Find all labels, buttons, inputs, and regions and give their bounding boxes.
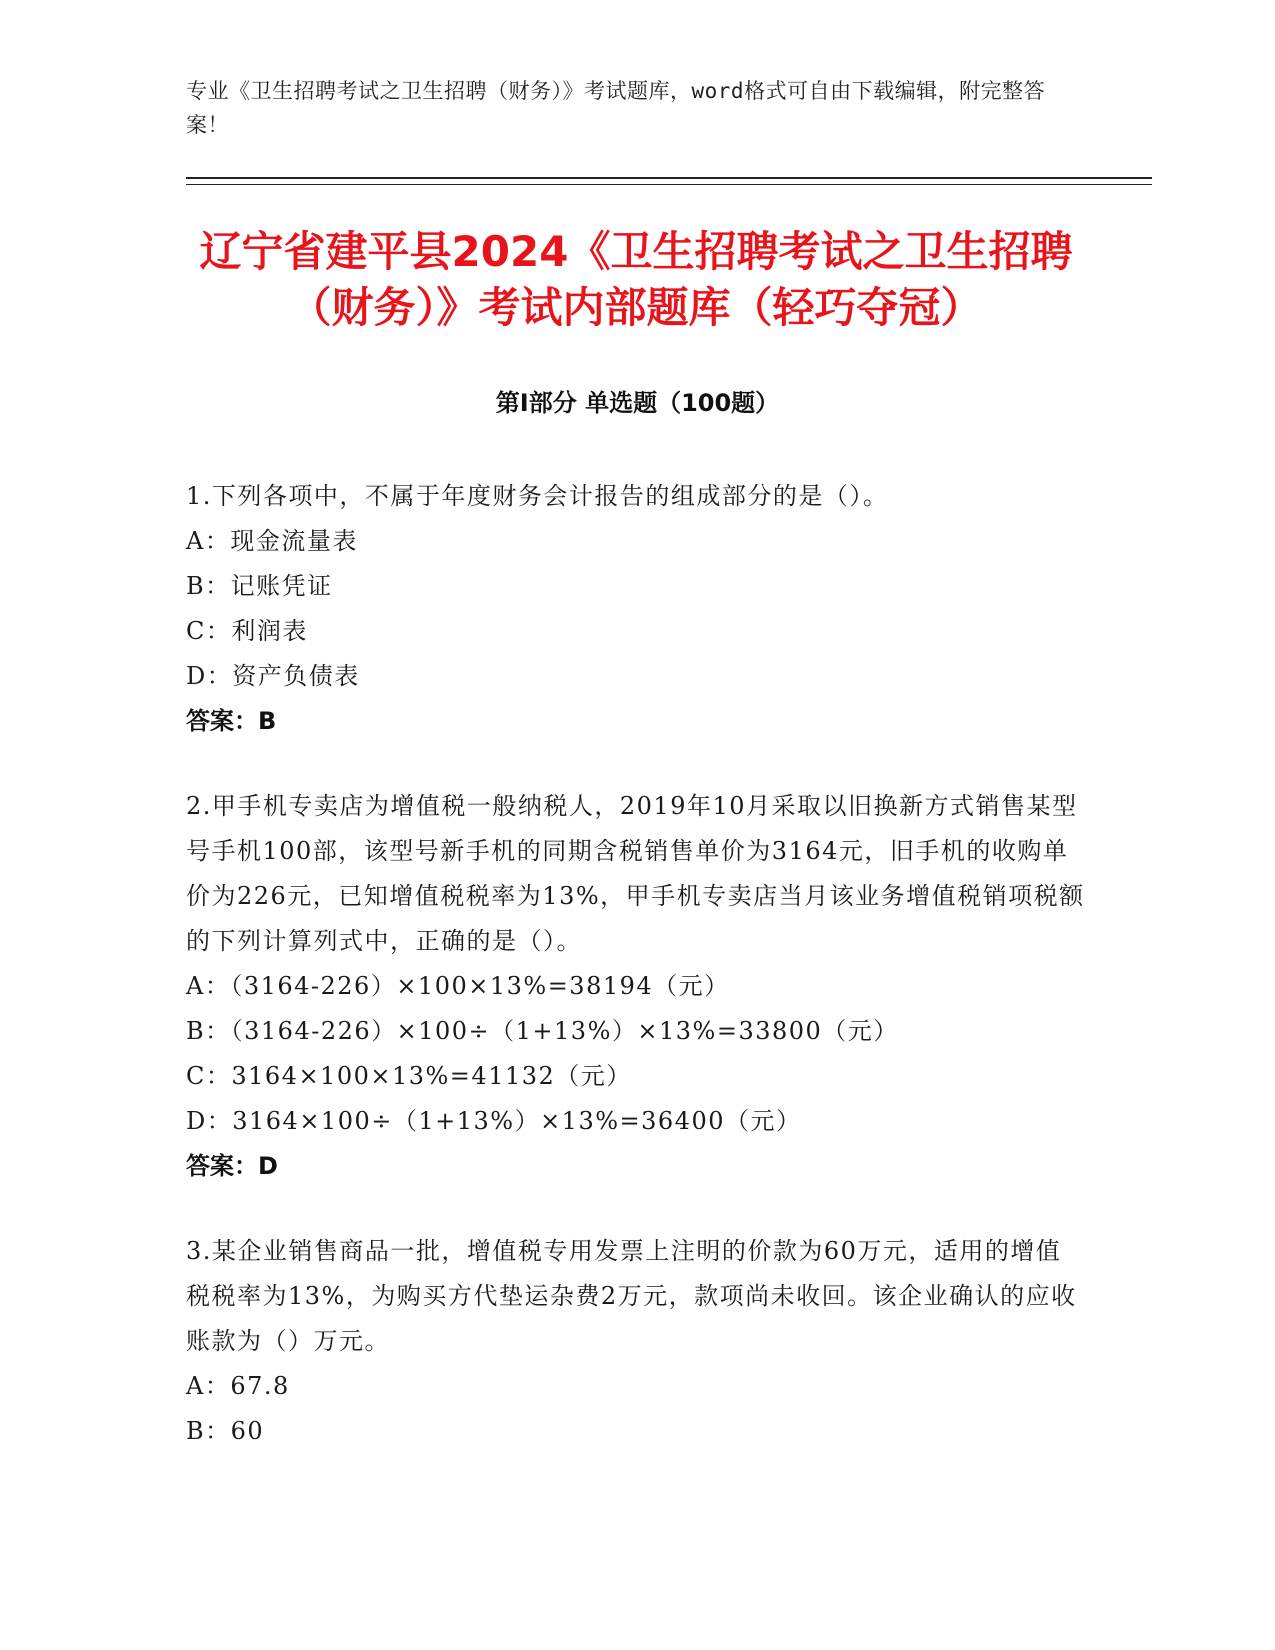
- section-title: 第I部分 单选题（100题）: [495, 389, 780, 417]
- answer: 答案：B: [186, 707, 277, 735]
- document-title: 辽宁省建平县2024《卫生招聘考试之卫生招聘（财务）》考试内部题库（轻巧夺冠）: [199, 227, 1073, 332]
- header-divider-thin: [186, 184, 1152, 185]
- question-list: [186, 474, 1086, 1494]
- question-stem: 1.下列各项中，不属于年度财务会计报告的组成部分的是（）。: [186, 482, 889, 510]
- option-b: B：（3164-226）×100÷（1+13%）×13%=33800（元）: [186, 1017, 899, 1045]
- option-a: A：现金流量表: [186, 527, 358, 555]
- header-divider-thick: [186, 177, 1152, 179]
- option-a: A：（3164-226）×100×13%=38194（元）: [186, 972, 730, 1000]
- option-a: A：67.8: [186, 1372, 290, 1400]
- question-stem: 3.某企业销售商品一批，增值税专用发票上注明的价款为60万元，适用的增值税税率为13%，为购买方代垫运杂费2万元，款项尚未收回。该企业确认的应收账款为（）万元。: [186, 1237, 1077, 1355]
- option-c: C：利润表: [186, 617, 308, 645]
- option-d: D：3164×100÷（1+13%）×13%=36400（元）: [186, 1107, 802, 1135]
- option-b: B：60: [186, 1417, 265, 1445]
- question-1: [186, 474, 1086, 744]
- option-d: D：资产负债表: [186, 662, 360, 690]
- answer: 答案：D: [186, 1152, 278, 1180]
- question-2: [186, 784, 1086, 1189]
- header-note: 专业《卫生招聘考试之卫生招聘（财务）》考试题库，word格式可自由下载编辑，附完整答案！: [186, 79, 1046, 137]
- option-b: B：记账凭证: [186, 572, 333, 600]
- question-stem: 2.甲手机专卖店为增值税一般纳税人，2019年10月采取以旧换新方式销售某型号手机100部，该型号新手机的同期含税销售单价为3164元，旧手机的收购单价为226元，已知增值税税率为13%，甲手机专卖店当月该业务增值税销项税额的下列计算列式中，正确的是（）。: [186, 792, 1085, 955]
- option-c: C：3164×100×13%=41132（元）: [186, 1062, 632, 1090]
- question-3: [186, 1229, 1086, 1454]
